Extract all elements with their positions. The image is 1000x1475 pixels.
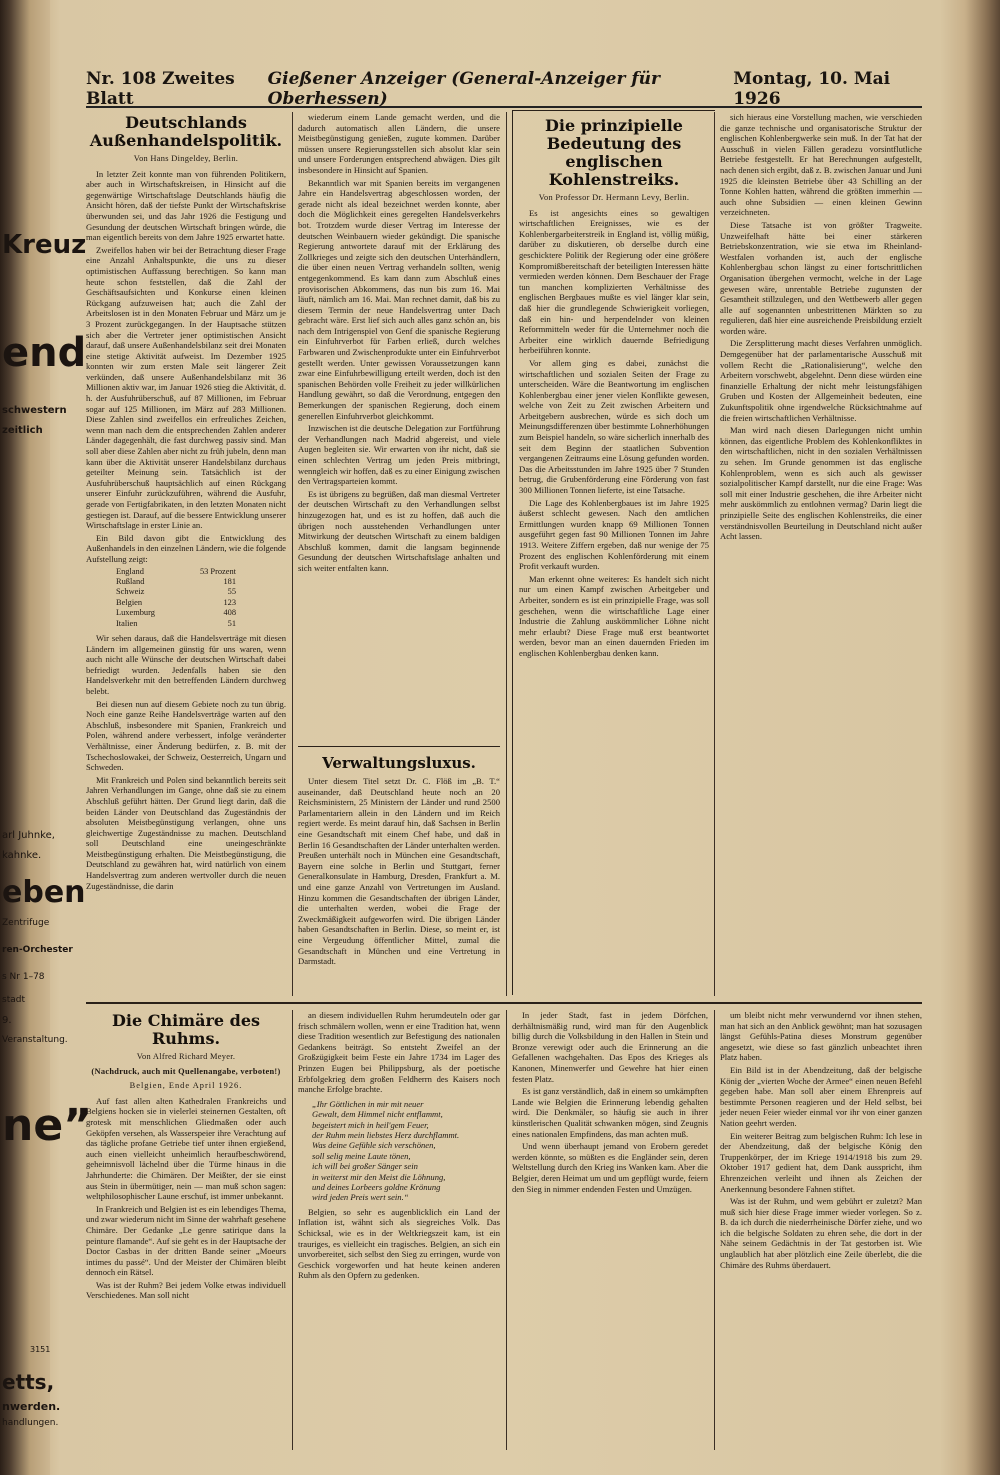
article-verwaltungsluxus — [298, 752, 500, 996]
ad-text-handlungen: handlungen. — [2, 1418, 59, 1428]
paragraph: an diesem individuellen Ruhm herumdeuteln oder gar frisch schmälern wollen, wenn er eine Tradition hat, wenn diese Tradition wesentlich zur Befestigung des nationalen Gedankens beiträgt. So entsteht Zweifel an der Großzügigkeit beim Feste ein Jahre 1734 im Lager des Prinzen Eugen bei Philippsburg, als der poetische Erbfolgekrieg dem großen Feldherrn des Kaisers noch manche Erfolge brachte. — [298, 1010, 500, 1095]
poem-line: „Ihr Göttlichen in mir mit neuer — [312, 1098, 424, 1109]
paragraph: Was ist der Ruhm, und wem gebührt er zuletzt? Man muß sich hier diese Frage immer wieder vorlegen. So z. B. da ich durch die niederrheinische Dörfer ziehe, und wo ich die belgische Soldaten zu ehren sehe, die dort in der Nähe seinem Gedächtnis in der Tat gestorben ist. Wie unglaublich hat aber plötzlich eine Zeile überlebt, die die Chimäre des Ruhms überdauert. — [720, 1196, 922, 1270]
ad-text-eben: eben — [2, 875, 86, 910]
paragraph: sich hieraus eine Vorstellung machen, wie verschieden die ganze technische und organisatorische Struktur der englischen Kohlenbergwerke sein muß. In der Tat hat der Ausschuß in vielen Fällen geradezu vorsintflutliche Betriebe festgestellt. Er hat Berechnungen aufgestellt, nach denen sich ergibt, daß z. B. zwischen Januar und Juni 1925 die kleinsten Betriebe über 43 Schilling an der Tonne Kohlen hatten, während die größten immerhin — auch ohne Subsidien — einen kleinen Gewinn verzeichneten. — [720, 112, 922, 218]
ad-text-kahnke: kahnke. — [2, 850, 42, 861]
ad-text-nr: s Nr 1–78 — [2, 972, 45, 982]
ad-text-schwestern: schwestern — [2, 405, 67, 416]
article-note: (Nachdruck, auch mit Quellenangabe, verboten!) — [91, 1066, 281, 1076]
issue-date: Montag, 10. Mai 1926 — [733, 69, 891, 109]
ad-text-nwerden: nwerden. — [2, 1400, 61, 1413]
ad-text-ne: ne” — [2, 1100, 93, 1151]
paragraph: Und wenn überhaupt jemand von Erobern geredet werden könnte, so müßten es die Engländer sein, deren Weltstellung durch den Krieg ins Wanken kam. Aber die Belgier, deren Heimat um und um gepflügt wurde, feiern den Sieg in nimmer endenden Festen und Umzügen. — [512, 1141, 708, 1194]
column-rule — [292, 1010, 293, 1450]
ad-text-juhnke: arl Juhnke, — [2, 830, 55, 841]
column-rule — [714, 112, 715, 996]
article-title: Die Chimäre des Ruhms. — [112, 1011, 260, 1048]
paragraph: Auf fast allen alten Kathedralen Frankreichs und Belgiens hocken sie in vielerlei steinernen Gestalten, oft grotesk mit menschlichen Gliedmaßen oder auch Geköpfen versehen, als Wasserspeier ihre Verachtung auf das tägliche profane Getriebe tief unter ihnen ergießend, auch einen vielleicht unheimlich heraufbeschwörend, geheimnisvoll lächelnd über die Türme hinaus in die Jahrhunderte: die Chimären. Der Meißter, der sie einst aus Stein in übermütiger, nein — man muß schon sagen: weltphilosophischer Laune erschuf, ist immer unbekannt. — [86, 1095, 286, 1202]
paragraph: wiederum einem Lande gemacht werden, und die dadurch automatisch allen Ländern, die unsere Meistbegünstigung genießen, zugute kommen. Darüber müssen unsere Regierungsstellen sich absolut klar sein und unsere Forderungen entsprechend abwägen. Dies gilt insbesondere in Hinsicht auf Spanien. — [298, 112, 500, 175]
paragraph: Ein weiterer Beitrag zum belgischen Ruhm: Ich lese in der Abendzeitung, daß der belgische König den Truppenkörper, der im Kriege 1914/1918 bis zum 29. Oktober 1917 gedient hat, dem Dank ausspricht, ihm Ehrenzeichen verleiht und ihnen als Zeichen der Anerkennung besondere Fahnen stiftet. — [720, 1130, 922, 1194]
masthead — [86, 69, 922, 109]
table-row: Schweiz 55 — [116, 587, 236, 597]
left-margin-ads — [0, 60, 93, 1460]
article-chimaere-col3 — [512, 1010, 708, 1450]
paragraph: Man wird nach diesen Darlegungen nicht umhin können, das eigentliche Problem des Kohlenkonfliktes in den wirtschaftlichen, nicht in den sozialen Verhältnissen zu sehen. Im Grunde genommen ist das englische Kohlenproblem, wenn es sich auch als gewisser sozialpolitischer Kampf darstellt, nur die eine Frage: Was soll mit einer Industrie geschehen, die ihre Arbeiter nicht mehr auskömmlich zu entlohnen vermag? Darin liegt die prinzipielle Seite des englischen Kohlenstreiks, die einer verständnisvollen Beurteilung in Deutschland nicht außer Acht lassen. — [720, 425, 922, 542]
paragraph: Man erkennt ohne weiteres: Es handelt sich nicht nur um einen Kampf zwischen Arbeitgeber und Arbeiter, sondern es ist ein prinzipielle Frage, was soll geschehen, wenn die wirtschaftliche Lage einer Industrie die Zahlung auskömmlicher Löhne nicht mehr erlaubt? Diese Frage muß erst beantwortet werden, bevor man an einen dauernden Frieden im englischen Kohlenbergbau denken kann. — [519, 573, 709, 658]
paragraph: Die Lage des Kohlenbergbaues ist im Jahre 1925 äußerst schlecht gewesen. Nach den amtlichen Ermittlungen wurden knapp 69 Millionen Tonnen ausgeführt gegen fast 90 Millionen Tonnen im Jahre 1913. Weitere Ziffern ergeben, daß nur wenige der 75 Prozent des englischen Kohlenförderung mit einem Profit verkauft wurden. — [519, 497, 709, 572]
paragraph: Ein Bild davon gibt die Entwicklung des Außenhandels in den einzelnen Ländern, wie die folgende Aufstellung zeigt: — [86, 532, 286, 564]
article-kohlenstreik — [512, 110, 715, 995]
table-row: Luxemburg 408 — [116, 608, 236, 618]
article-aussenhandel-continued — [298, 112, 500, 740]
poem-line: Gewalt, dem Himmel nicht entflammt, — [312, 1109, 443, 1120]
article-dateline: Belgien, Ende April 1926. — [129, 1081, 243, 1091]
ad-text-orchester: ren-Orchester — [2, 945, 73, 955]
ad-text-zeitlich: zeitlich — [2, 425, 43, 436]
paragraph: Ein Bild ist in der Abendzeitung, daß der belgische König der „vierten Woche der Armee“ einen neuen Befehl gegeben habe. Man soll aber einem Ehrenpreis auf bestimmte Personen reagieren und der Held selbst, bei jeder neuen Feier wieder einmal vor ihr von einer ganzen Nation geehrt werden. — [720, 1064, 922, 1128]
article-chimaere-col2 — [298, 1010, 500, 1450]
paragraph: Belgien, so sehr es augenblicklich ein Land der Inflation ist, wähnt sich als siegreiches Volk. Das Schicksal, wie es in der Weltkriegszeit kam, ist ein trauriges, es vielleicht ein tragisches. Belgien, an sich ein unvorbereitet, sich selbst den Sieg zu erringen, wurde von Geschick vorgeworfen und hat heute keinen anderen Ruhm als den Opfern zu gedenken. — [298, 1206, 500, 1281]
poem-line: der Ruhm mein liebstes Herz durchflammt. — [312, 1129, 460, 1140]
trade-table — [116, 567, 286, 629]
column-rule — [714, 1010, 715, 1450]
article-title: Deutschlands Außenhandelspolitik. — [89, 113, 283, 150]
article-chimaere — [86, 1010, 286, 1450]
poem-line: in weiterst mir den Meist die Löhnung, — [312, 1171, 446, 1182]
poem-line: ich will bei großer Sänger sein — [312, 1161, 418, 1172]
section-divider — [86, 1002, 922, 1004]
table-row: Italien 51 — [116, 618, 236, 628]
column-rule — [506, 112, 507, 996]
ad-text-end: end — [2, 330, 87, 376]
ad-text-veranstaltung: Veranstaltung. — [2, 1035, 68, 1045]
ad-text-9: 9. — [2, 1015, 12, 1026]
article-title: Verwaltungsluxus. — [322, 754, 476, 772]
poem-line: soll selig meine Laute tönen, — [312, 1150, 411, 1161]
paragraph: Es ist angesichts eines so gewaltigen wirtschaftlichen Ereignisses, wie es der Kohlenbergarbeiterstreik in England ist, völlig müßig, darüber zu diskutieren, ob derselbe durch eine geschicktere Politik der Regierung oder eine größere Kompromißbereitschaft der beteiligten Interessen hätte vermieden werden können. Dem Beschauer der Frage tun manchen komplizierten Verhältnisse des englischen Bergbaues mußte es viel länger klar sein, daß hier die grundlegende Schwierigkeit vorliegen, daß ein hin- und herpendelnder von kleinen Reformmitteln weder für die Unternehmer noch die Arbeiter eine wirklich dauernde Befriedigung herbeiführen konnte. — [519, 207, 709, 356]
ad-text-3151: 3151 — [30, 1345, 51, 1354]
poem — [312, 1099, 500, 1203]
paragraph: Bekanntlich war mit Spanien bereits im vergangenen Jahre ein Handelsvertrag abgeschlossen worden, der gerade nicht als ideal bezeichnet werden konnte, aber doch die Möglichkeit eines geregelten Handelsverkehrs bot. Trotzdem wurde dieser Vertrag im Interesse der deutschen Weinbauern wieder gekündigt. Die spanische Regierung antwortete darauf mit der Erklärung des Zollkrieges und zeigte sich den deutschen Unterhändlern, die über einen neuen Vertrag verhandeln sollten, wenig entgegenkommend. Es kam dann zum Abschluß eines provisorischen Abkommens, das nun bis zum 16. Mai läuft, nämlich am 16. Mai. Man rechnet damit, daß bis zu diesem Termin der neue Handelsvertrag unter Dach gebracht wäre. Erst lief sich auch alles ganz schön an, bis nach dem Intrigenspiel von Genf die spanische Regierung ein Einfuhrverbot für Farben erließ, durch welches Farbwaren und Zwischenprodukte unter ein Einfuhrverbot gestellt werden. Unter gewissen Voraussetzungen kann zwar eine Einfuhrbewilligung erteilt werden, doch ist den spanischen Behörden volle Freiheit zu jeder willkürlichen Handlung gewährt, so daß die Verordnung, entgegen den Bemerkungen der spanischen Regierung, doch einem generellen Einfuhrverbot gleichkommt. — [298, 177, 500, 421]
paragraph: Es ist ganz verständlich, daß in einem so umkämpften Lande wie Belgien die Erinnerung lebendig gehalten wird. Die Denkmäler, so häufig sie auch in ihrer künstlerischen Qualität schwanken mögen, sind Zeugnis eines nationalen Empfindens, das man achten muß. — [512, 1086, 708, 1139]
poem-line: Was deine Gefühle sich verschönen, — [312, 1140, 436, 1151]
poem-line: wird jeden Preis wert sein.“ — [312, 1192, 409, 1203]
issue-number: Nr. 108 Zweites Blatt — [86, 69, 235, 109]
paragraph: Bei diesen nun auf diesem Gebiete noch zu tun übrig. Noch eine ganze Reihe Handelsverträge warten auf den Abschluß, insbesondere mit Spanien, Frankreich und Polen, während andere verbessert, infolge veränderter Verhältnisse, einer Änderung bedürfen, z. B. mit der Tschechoslowakei, der Schweiz, Oesterreich, Ungarn und Schweden. — [86, 698, 286, 773]
paragraph: Vor allem ging es dabei, zunächst die wirtschaftlichen und sozialen Seiten der Frage zu unterscheiden. Wäre die Beantwortung im englischen Kohlenbergbau einer jener vielen Konflikte gewesen, welche von Zeit zu Zeit zwischen Arbeitern und Arbeitgebern ausbrechen, würde es sich doch um Meinungsdifferenzen über bestimmte Lohnerhöhungen zum Beispiel handeln, so wäre sicherlich innerhalb des seit dem Beginn der staatlichen Subvention vergangenen Zeitraums eine Lösung gefunden worden. Das die Arbeitsstunden im Jahre 1925 über 7 Stunden betrug, die Grubenförderung eine Förderung von fast 300 Millionen Tonnen lieferte, ist eine Tatsache. — [519, 357, 709, 496]
table-row: England 53 Prozent — [116, 566, 236, 576]
paragraph: In Frankreich und Belgien ist es ein lebendiges Thema, und zwar wiederum nicht im Sinne der wahrhaft gesehene Chimäre. Der Gedanke „Le genre satirique dans la peinture flamande“. Auf sie geht es in der Hauptsache der Doctor Casbas in der dritten Bande seiner „Moeurs intimes du passé“. Und der Meister der Chimären bleibt dennoch ein Rätsel. — [86, 1203, 286, 1278]
ad-text-kreuz: Kreuz — [2, 230, 87, 260]
poem-line: begeistert mich in heil'gem Feuer, — [312, 1119, 429, 1130]
ad-text-stadt: stadt — [2, 995, 25, 1005]
paragraph: Die Zersplitterung macht dieses Verfahren unmöglich. Demgegenüber hat der parlamentarische Ausschuß mit vollem Recht die „Rationalisierung“, welche den Arbeitern vorschwebt, abgelehnt. Denn diese würden eine finanzielle Erhaltung der nicht mehr leistungsfähigen Gruben und Kosten der Allgemeinheit bedeuten, eine Zukunftspolitik ohne irgendwelche Rücksichtnahme auf die freien wirtschaftlichen Verhältnisse. — [720, 338, 922, 423]
newspaper-title: Gießener Anzeiger (General-Anzeiger für Oberhessen) — [267, 69, 660, 109]
article-kohlenstreik-continued — [720, 112, 922, 996]
ad-text-etts: etts, — [2, 1370, 55, 1394]
article-byline: Von Professor Dr. Hermann Levy, Berlin. — [538, 193, 690, 202]
paragraph: Es ist übrigens zu begrüßen, daß man diesmal Vertreter der deutschen Wirtschaft zu den Verhandlungen selbst hinzugezogen hat, und es ist zu hoffen, daß auch die übrigen noch ausstehenden Verhandlungen unter Mitwirkung der deutschen Wirtschaft zu einem baldigen Abschluß kommen, damit die langsam beginnende Gesundung der deutschen Wirtschaftslage anhalten und sich weiter entfalten kann. — [298, 488, 500, 573]
paragraph: um bleibt nicht mehr verwundernd vor ihnen stehen, man hat sich an den Anblick gewöhnt; man hat sozusagen längst Gefühls-Patina dieses Monstrum gegenüber angesetzt, wie diese so fast gänzlich unbeachtet ihren Platz haben. — [720, 1010, 922, 1063]
article-divider — [298, 746, 500, 747]
paragraph: In jeder Stadt, fast in jedem Dörfchen, derhältnismäßig rund, wird man für den Augenblick billig durch die Volksbildung in den Hallen in Stein und Bronze verewigt oder auch die Erinnerung an die Gefallenen wachgehalten. Das Epos des Krieges als Kanonen, Minenwerfer und Gewehre hat hier einen festen Platz. — [512, 1010, 708, 1084]
paragraph: Diese Tatsache ist von größter Tragweite. Unzweifelhaft hätte bei einer stärkeren Betriebskonzentration, wie sie etwa im Rheinland-Westfalen vorhanden ist, auch der englische Kohlenbergbau schon längst zu einer fortschrittlichen Organisation übergehen vermocht, welche in der Lage gewesen wäre, unrentable Betriebe zugunsten der Gesamtheit stillzulegen, und den Wettbewerb aller gegen alle auf sogenannten unbestrittenen Märkten so zu regulieren, daß hier eine ausreichende Preisbildung erzielt worden wäre. — [720, 219, 922, 336]
article-chimaere-col4 — [720, 1010, 922, 1450]
poem-line: und deines Lorbeers goldne Krönung — [312, 1182, 441, 1192]
table-row: Belgien 123 — [116, 597, 236, 607]
paragraph: Inzwischen ist die deutsche Delegation zur Fortführung der Verhandlungen nach Madrid abgereist, und viele Augen begleiten sie. Wir erwarten von ihr nicht, daß sie einen schlechten Vertrag um jeden Preis mitbringt, wenngleich wir hoffen, daß es zu einer Einigung zwischen den Vertragsparteien kommt. — [298, 423, 500, 487]
table-row: Rußland 181 — [116, 576, 236, 586]
paragraph: Unter diesem Titel setzt Dr. C. Flöß im „B. T.“ auseinander, daß Deutschland heute noch an 20 Reichsministern, 25 Ministern der Länder und rund 2500 Parlamentariern allein in den Ländern und im Reich regiert werde. Es meint darauf hin, daß Sachsen in Berlin eine Gesandtschaft mit einem Chef habe, und daß in Berlin 16 Gesandtschaften der Länder unterhalten werden. Preußen unterhält noch in München eine Gesandtschaft, Bayern eine solche in Berlin und Stuttgart, ferner Generalkonsulate in Hamburg, Dresden, Frankfurt a. M. und eine ganze Anzahl von Vertretungen im Ausland. Hinzu kommen die Gesandtschaften der übrigen Länder, die unterhalten werden, wobei die Frage der Zweckmäßigkeit aufgeworfen wird. Die übrigen Länder haben Gesandtschaften in Berlin. Diese, so meint er, ist eine Vergeudung öffentlicher Mittel, zumal die Gesandtschaft in München und eine Vertretung in Darmstadt. — [298, 776, 500, 967]
column-rule — [292, 112, 293, 996]
article-aussenhandel — [86, 112, 286, 996]
column-rule — [506, 1010, 507, 1450]
paragraph: Was ist der Ruhm? Bei jedem Volke etwas individuell Verschiedenes. Man soll nicht — [86, 1279, 286, 1301]
article-byline: Von Hans Dingeldey, Berlin. — [133, 154, 239, 163]
article-byline: Von Alfred Richard Meyer. — [136, 1052, 236, 1061]
paragraph: Mit Frankreich und Polen sind bekanntlich bereits seit Jahren Verhandlungen im Gange, ohne daß sie zu einem Abschluß geführt hätten. Der Grund liegt darin, daß die beiden Länder von Deutschland das Zugeständnis der absoluten Meistbegünstigung verlangen, ohne uns gleichwertige Zugeständnisse zu machen. Deutschland soll Deutschland eine uneingeschränkte Meistbegünstigung erhalten. Die Meistbegünstigung, die Deutschland zu gewähren hat, wird natürlich von einem Handelsvertrag zum anderen wertvoller durch die neuen Zugeständnisse, die darin — [86, 774, 286, 891]
paragraph: Wir sehen daraus, daß die Handelsverträge mit diesen Ländern im allgemeinen günstig für uns waren, wenn auch nicht alle Wünsche der deutschen Wirtschaft dabei befriedigt wurden. Jedenfalls haben sie den Handelsverkehr mit den betreffenden Ländern durchweg belebt. — [86, 633, 286, 696]
paragraph: Zweifellos haben wir bei der Betrachtung dieser Frage eine Anzahl Anhaltspunkte, die uns zu dieser optimistischen Auffassung berechtigen. So kann man heute schon feststellen, daß die Zahl der Geschäftsaufsichten und Konkurse einen kleinen Rückgang aufzuweisen hat; auch die Zahl der Arbeitslosen ist in den Monaten Februar und März um je 3 Prozent zurückgegangen. In der Hauptsache stützen sich aber die Vertreter jener optimistischen Ansicht darauf, daß unsere Außenhandelsbilanz seit drei Monaten eine stetige Aktivität aufweist. Im Dezember 1925 konnten wir zum ersten Male seit längerer Zeit verkünden, daß unsere Außenhandelsbilanz mit 36 Millionen aktiv war, im Januar 1926 stieg die Aktivität, d. h. der Ausfuhrüberschuß, auf 87 Millionen, im Februar sogar auf 125 Millionen, im März auf 283 Millionen. Diese Zahlen sind zweifellos ein erfreuliches Zeichen, wenn man nach dem die entsprechenden Zahlen anderer Länder dagegenhält, die fast durchweg passiv sind. Man soll aber diese Zahlen aber nicht zu früh jubeln, denn man kann über die Aktivität unserer Handelsbilanz durchaus geteilter Meinung sein. Tatsächlich ist der Ausfuhrüberschuß hauptsächlich auf einen Rückgang unserer Einfuhr zurückzuführen, während die Ausfuhr, gerade von Fertigfabrikaten, in den letzten Monaten nicht gestiegen ist. Darauf, auf die bessere Entwicklung unserer Wirtschaftslage in erster Linie an. — [86, 244, 286, 531]
ad-text-zentrifuge: Zentrifuge — [2, 918, 50, 928]
article-title: Die prinzipielle Bedeutung des englischen Kohlenstreiks. — [545, 116, 683, 189]
paragraph: In letzter Zeit konnte man von führenden Politikern, aber auch in Wirtschaftskreisen, in Hinsicht auf die gegenwärtige Wirtschaftslage Deutschlands häufig die Ansicht hören, daß der tiefste Punkt der Wirtschaftskrise überwunden sei, und das Jahr 1926 die Festigung und Gesundung der deutschen Wirtschaft bringen würde, die man eigentlich bereits von dem Jahre 1925 erwartet hatte. — [86, 168, 286, 243]
